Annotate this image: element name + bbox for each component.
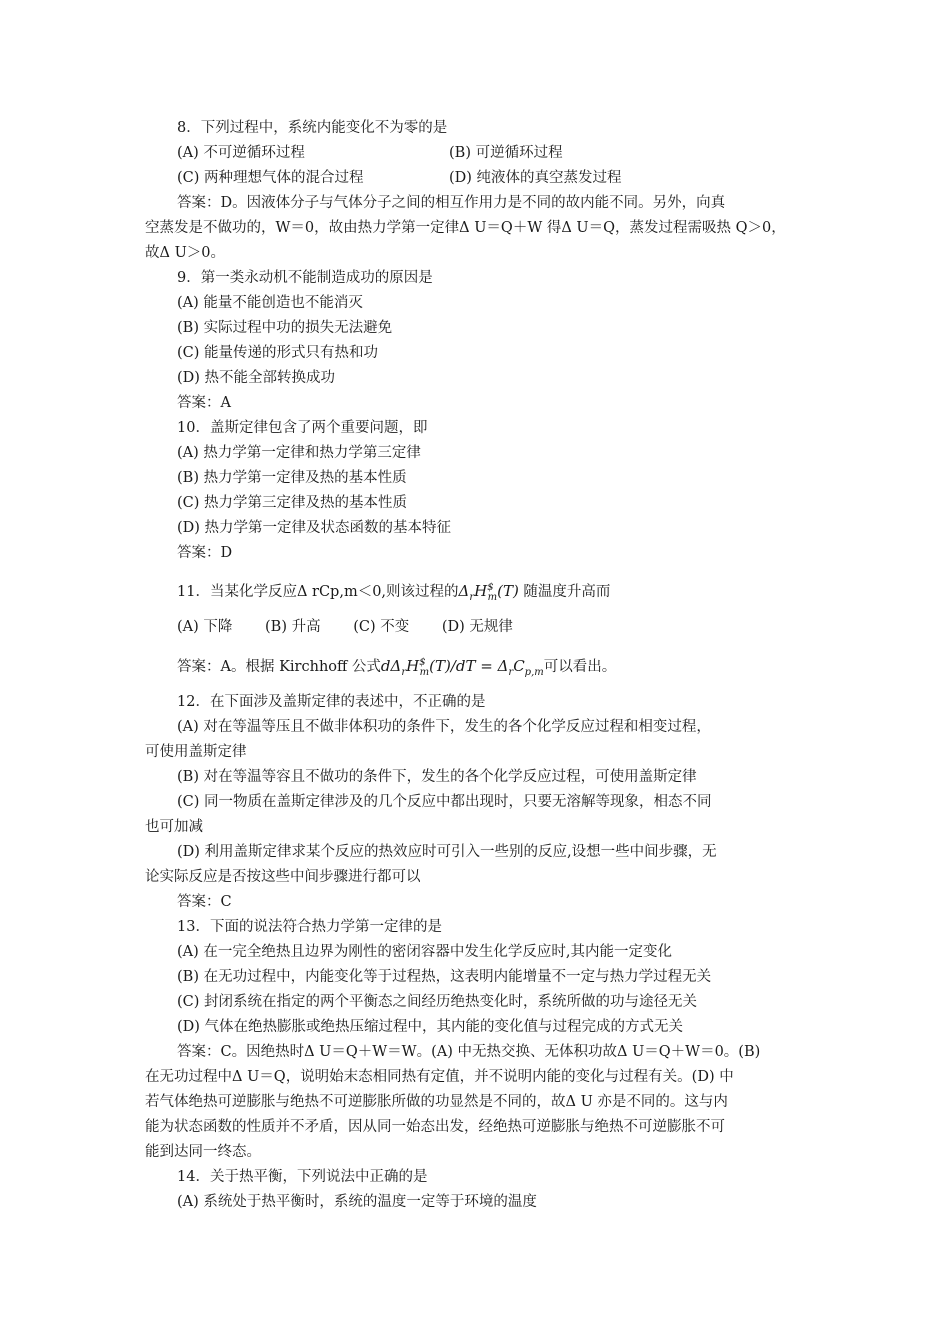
q8-answer-line2: 空蒸发是不做功的，W＝0，故由热力学第一定律Δ U＝Q＋W 得Δ U＝Q，蒸发过程需吸热 Q＞0，: [145, 220, 786, 236]
q8-option-c: (C) 两种理想气体的混合过程: [177, 170, 364, 186]
q13-option-b: (B) 在无功过程中，内能变化等于过程热，这表明内能增量不一定与热力学过程无关: [177, 969, 712, 985]
q11-answer-text: 答案：A。根据 Kirchhoff 公式: [177, 659, 381, 675]
q10-answer: 答案：D: [177, 545, 233, 561]
q10-option-a: (A) 热力学第一定律和热力学第三定律: [177, 445, 421, 461]
q14-option-a: (A) 系统处于热平衡时，系统的温度一定等于环境的温度: [177, 1194, 537, 1210]
q8-option-d: (D) 纯液体的真空蒸发过程: [449, 170, 622, 186]
q11-option-d: (D) 无规律: [441, 619, 513, 635]
q12-option-d-line1: (D) 利用盖斯定律求某个反应的热效应时可引入一些别的反应,设想一些中间步骤，无: [177, 844, 717, 860]
q13-option-a: (A) 在一完全绝热且边界为刚性的密闭容器中发生化学反应时,其内能一定变化: [177, 944, 673, 960]
enthalpy-formula: $\Delta_rH^{\$}_m(T)$: [458, 582, 519, 603]
q12-option-b: (B) 对在等温等容且不做功的条件下，发生的各个化学反应过程，可使用盖斯定律: [177, 769, 697, 785]
q10-option-c: (C) 热力学第三定律及热的基本性质: [177, 495, 408, 511]
q12-stem: 12．在下面涉及盖斯定律的表述中，不正确的是: [177, 694, 486, 710]
q11-option-b: (B) 升高: [265, 619, 321, 635]
q9-option-a: (A) 能量不能创造也不能消灭: [177, 295, 363, 311]
q11-option-c: (C) 不变: [353, 619, 410, 635]
q9-option-d: (D) 热不能全部转换成功: [177, 370, 336, 386]
q11-stem-text: 11．当某化学反应Δ rCp,m＜0,则该过程的: [177, 584, 459, 600]
q11-stem-tail: 随温度升高而: [518, 584, 611, 600]
q14-stem: 14．关于热平衡，下列说法中正确的是: [177, 1169, 428, 1185]
q12-answer: 答案：C: [177, 894, 232, 910]
q8-option-b: (B) 可逆循环过程: [449, 145, 563, 161]
q13-answer-line3: 若气体绝热可逆膨胀与绝热不可逆膨胀所做的功显然是不同的，故Δ U 亦是不同的。这与内: [145, 1094, 728, 1110]
q13-stem: 13．下面的说法符合热力学第一定律的是: [177, 919, 442, 935]
q13-answer-line5: 能到达同一终态。: [145, 1144, 261, 1160]
q8-stem: 8．下列过程中，系统内能变化不为零的是: [177, 120, 448, 136]
q10-stem: 10．盖斯定律包含了两个重要问题，即: [177, 420, 428, 436]
q9-stem: 9．第一类永动机不能制造成功的原因是: [177, 270, 433, 286]
q13-answer-line2: 在无功过程中Δ U＝Q，说明始末态相同热有定值，并不说明内能的变化与过程有关。(D) 中: [145, 1069, 734, 1085]
q11-stem: [177, 578, 610, 608]
q12-option-d-line2: 论实际反应是否按这些中间步骤进行都可以: [145, 869, 421, 885]
q13-answer-line4: 能为状态函数的性质并不矛盾，因从同一始态出发，经绝热可逆膨胀与绝热不可逆膨胀不可: [145, 1119, 725, 1135]
q13-option-d: (D) 气体在绝热膨胀或绝热压缩过程中，其内能的变化值与过程完成的方式无关: [177, 1019, 684, 1035]
q11-answer: [177, 653, 616, 683]
q12-option-a-line2: 可使用盖斯定律: [145, 744, 247, 760]
q8-option-a: (A) 不可逆循环过程: [177, 145, 305, 161]
q12-option-c-line2: 也可加减: [145, 819, 203, 835]
q12-option-c-line1: (C) 同一物质在盖斯定律涉及的几个反应中都出现时，只要无溶解等现象，相态不同: [177, 794, 712, 810]
q8-answer-line1: 答案：D。因液体分子与气体分子之间的相互作用力是不同的故内能不同。另外，向真: [177, 195, 726, 211]
q10-option-d: (D) 热力学第一定律及状态函数的基本特征: [177, 520, 452, 536]
q13-answer-line1: 答案：C。因绝热时Δ U＝Q＋W＝W。(A) 中无热交换、无体积功故Δ U＝Q＋W＝0。(B): [177, 1044, 761, 1060]
q11-answer-tail: 可以看出。: [543, 659, 617, 675]
q11-options: [177, 617, 541, 637]
q10-option-b: (B) 热力学第一定律及热的基本性质: [177, 470, 407, 486]
q9-answer: 答案：A: [177, 395, 231, 411]
q12-option-a-line1: (A) 对在等温等压且不做非体积功的条件下，发生的各个化学反应过程和相变过程，: [177, 719, 711, 735]
q11-option-a: (A) 下降: [177, 619, 233, 635]
q13-option-c: (C) 封闭系统在指定的两个平衡态之间经历绝热变化时，系统所做的功与途径无关: [177, 994, 698, 1010]
kirchhoff-formula: $d\Delta_rH^{\$}_m(T)/dT = \Delta_rC_{p,m}$: [380, 657, 544, 678]
q9-option-b: (B) 实际过程中功的损失无法避免: [177, 320, 393, 336]
q8-answer-line3: 故Δ U＞0。: [145, 245, 226, 261]
q9-option-c: (C) 能量传递的形式只有热和功: [177, 345, 379, 361]
